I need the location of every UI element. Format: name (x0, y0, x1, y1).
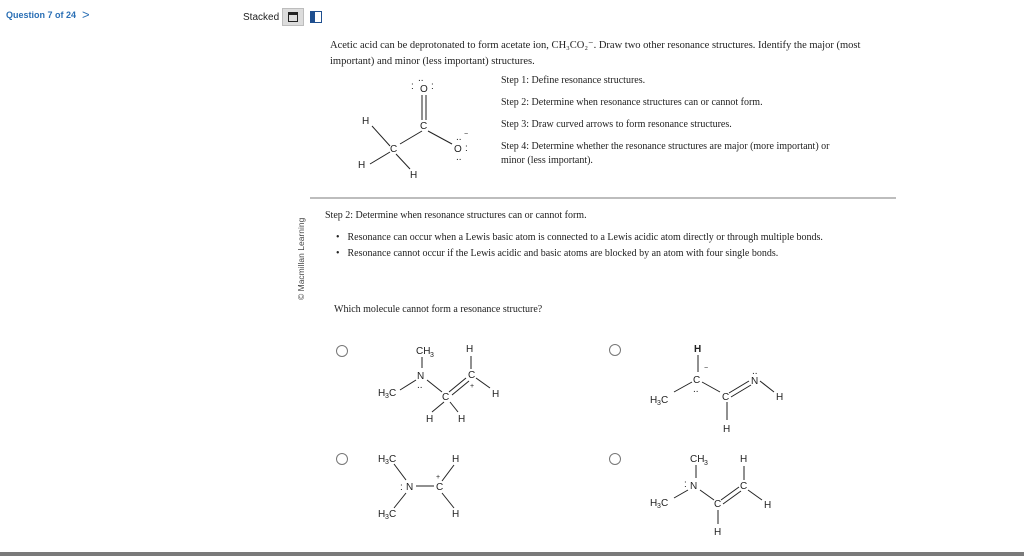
option-c-structure[interactable] (376, 450, 496, 550)
step-2-bullets (336, 230, 896, 262)
d-c1: C (714, 499, 722, 510)
option-a-structure[interactable] (372, 340, 512, 430)
d-h3c-sub: 3 (657, 503, 661, 510)
lone-pair-dots: .. (456, 132, 462, 143)
d-h: H (714, 527, 722, 538)
c-n: N (406, 482, 414, 493)
step-1: Step 1: Define resonance structures. (501, 75, 646, 86)
a-h: H (492, 389, 500, 400)
acetate-charge: − (464, 131, 469, 138)
acetate-h: H (410, 170, 418, 181)
bullet-item: • Resonance can occur when a Lewis basic atom is connected to a Lewis acidic atom directly or through multiple bonds. (336, 230, 896, 246)
a-h: H (426, 414, 434, 425)
acetate-h: H (362, 116, 370, 127)
d-ch3-sub: 3 (704, 460, 708, 467)
option-a-radio[interactable] (336, 345, 348, 357)
step-list (501, 74, 881, 176)
b-minus: − (704, 365, 709, 372)
a-h: H (466, 344, 474, 355)
lone-pair-dots: .. (693, 384, 699, 395)
d-ch3: CH (690, 454, 705, 465)
c-h3c-c: C (389, 509, 397, 520)
c-h3c-c: C (389, 454, 397, 465)
a-h: H (458, 414, 466, 425)
intro-line-2: important) and minor (less important) structures. (330, 56, 535, 67)
option-d-structure[interactable] (648, 450, 798, 545)
c-h3c-sub: 3 (385, 514, 389, 521)
a-h3c-c: C (389, 388, 397, 399)
c-h3c: H (378, 454, 386, 465)
layout-label: Stacked (243, 12, 280, 23)
d-h: H (764, 500, 772, 511)
a-plus: + (470, 383, 475, 390)
c-plus: + (436, 474, 441, 481)
bottom-border (0, 552, 1024, 556)
d-c2: C (740, 481, 748, 492)
lone-pair-dots: : (400, 482, 403, 493)
d-h3c-c: C (661, 498, 669, 509)
acetate-carbonyl-c: C (420, 121, 428, 132)
b-c1: C (693, 375, 701, 386)
lone-pair-dots: : (411, 81, 414, 92)
c-h: H (452, 454, 460, 465)
d-h3c: H (650, 498, 658, 509)
lone-pair-dots: : (465, 143, 468, 154)
a-ch3-sub: 3 (430, 352, 434, 359)
lone-pair-dots: .. (752, 366, 758, 377)
step-2-title: Step 2: Determine when resonance structures can or cannot form. (325, 210, 587, 221)
b-h: H (776, 392, 784, 403)
acetate-h: H (358, 160, 366, 171)
d-n: N (690, 481, 698, 492)
bullet-item: • Resonance cannot occur if the Lewis acidic and basic atoms are blocked by an atom with four single bonds. (336, 246, 896, 262)
a-c2: C (468, 370, 476, 381)
a-c1: C (442, 392, 450, 403)
acetate-o-right: O (454, 144, 462, 155)
a-ch3: CH (416, 346, 431, 357)
side-by-side-view-button[interactable] (307, 8, 325, 26)
a-h3c: H (378, 388, 386, 399)
question-counter[interactable]: Question 7 of 24 (6, 10, 77, 20)
side-by-side-view-icon (310, 11, 322, 23)
option-d-radio[interactable] (609, 453, 621, 465)
b-h: H (694, 344, 702, 355)
b-h: H (723, 424, 731, 435)
stacked-view-icon (288, 12, 298, 22)
d-h: H (740, 454, 748, 465)
option-c-radio[interactable] (336, 453, 348, 465)
step-3: Step 3: Draw curved arrows to form resonance structures. (501, 119, 732, 130)
intro-text (330, 38, 890, 70)
question-text: Which molecule cannot form a resonance structure? (334, 304, 543, 315)
step-4: Step 4: Determine whether the resonance structures are major (more important) or (501, 141, 830, 152)
c-c: C (436, 482, 444, 493)
copyright-label: © Macmillan Learning (296, 217, 306, 300)
option-b-structure[interactable] (648, 340, 798, 440)
b-c2: C (722, 392, 730, 403)
stacked-view-button[interactable] (282, 8, 304, 26)
c-h3c-sub: 3 (385, 459, 389, 466)
lone-pair-dots: .. (417, 380, 423, 391)
a-h3c-sub: 3 (385, 393, 389, 400)
a-n: N (417, 371, 425, 382)
c-h: H (452, 509, 460, 520)
step-4-cont: minor (less important). (501, 155, 593, 166)
acetate-methyl-c: C (390, 144, 398, 155)
lone-pair-dots: : (684, 479, 687, 490)
section-divider (310, 197, 896, 199)
b-h3c: H (650, 395, 658, 406)
next-question-icon[interactable]: > (82, 7, 90, 22)
top-bar (0, 0, 1024, 34)
acetate-structure (350, 74, 490, 184)
c-h3c: H (378, 509, 386, 520)
lone-pair-dots: .. (456, 152, 462, 163)
lone-pair-dots: : (431, 81, 434, 92)
b-h3c-c: C (661, 395, 669, 406)
step-2: Step 2: Determine when resonance structures can or cannot form. (501, 97, 763, 108)
lone-pair-dots: .. (418, 73, 424, 84)
acetate-o-top: O (420, 84, 428, 95)
intro-line-1: Acetic acid can be deprotonated to form acetate ion, CH₃CO₂⁻. Draw two other resonance structures. Identify the major (most (330, 40, 861, 51)
b-n: N (751, 376, 759, 387)
option-b-radio[interactable] (609, 344, 621, 356)
b-h3c-sub: 3 (657, 400, 661, 407)
